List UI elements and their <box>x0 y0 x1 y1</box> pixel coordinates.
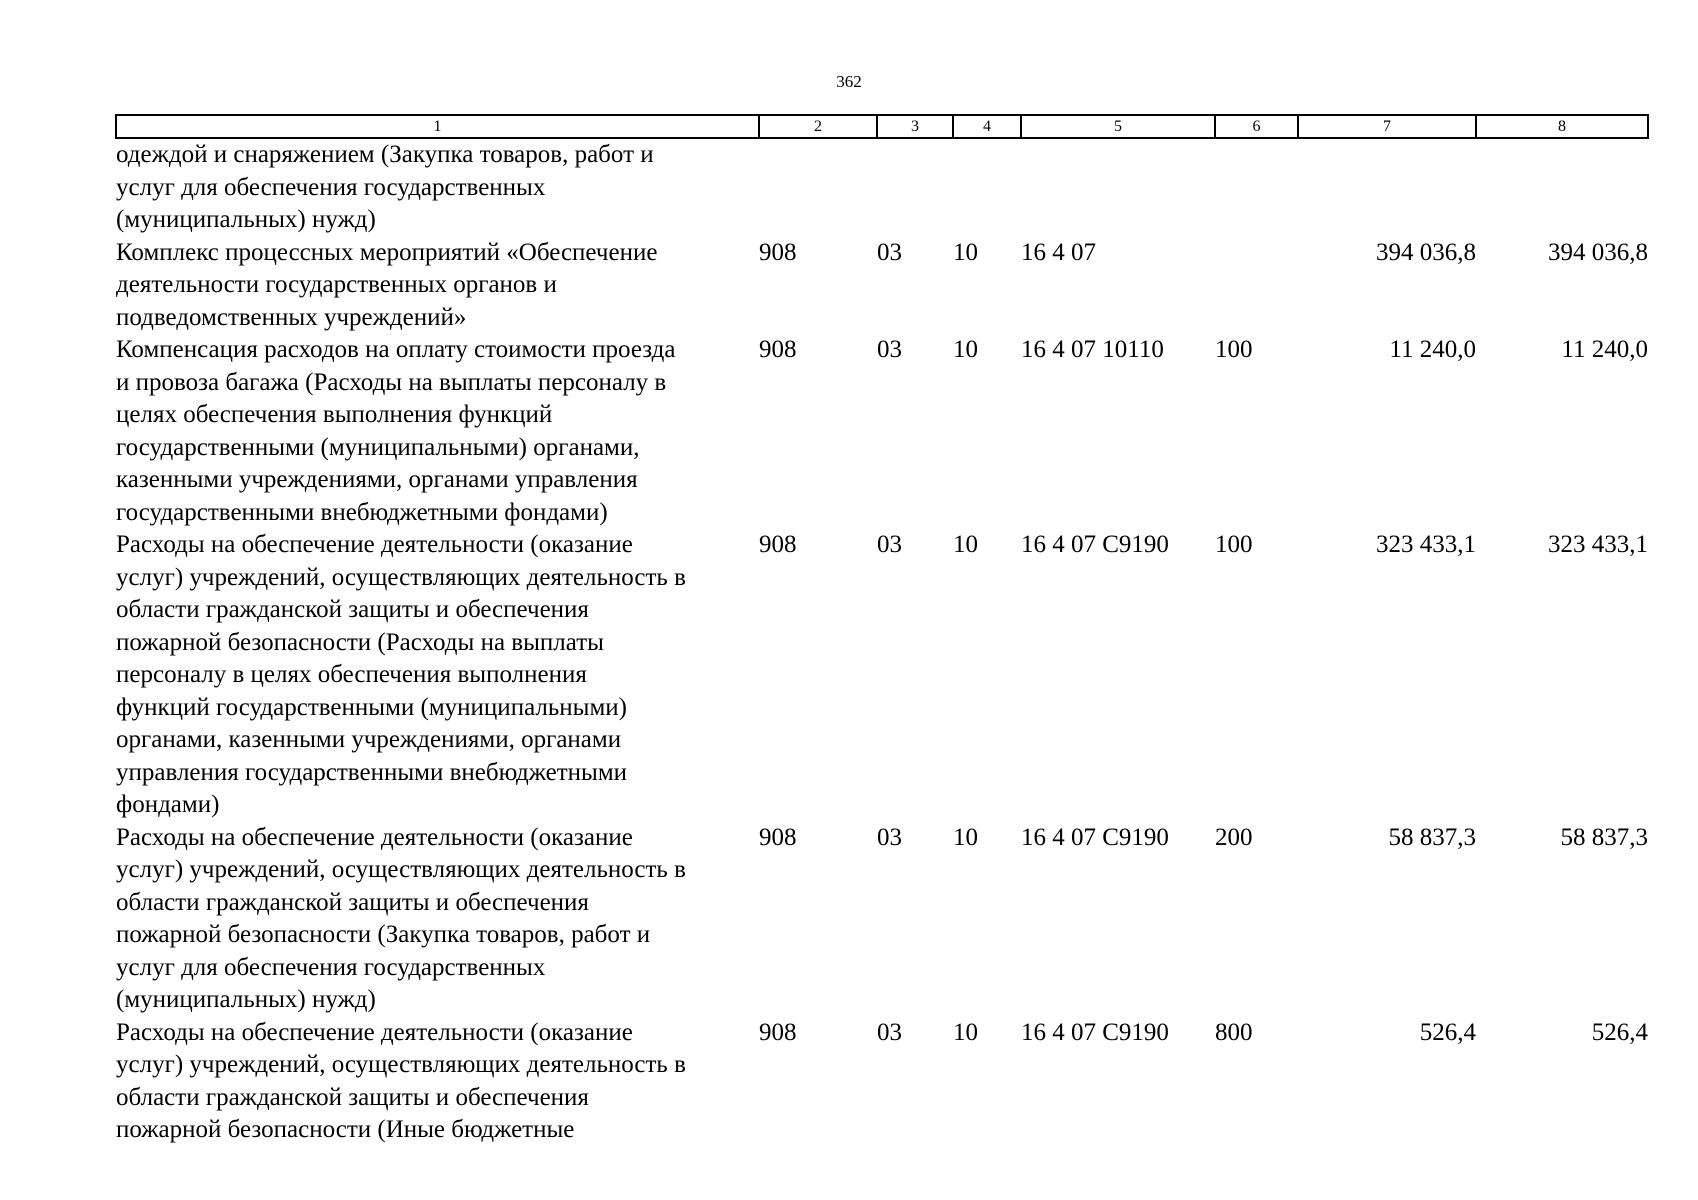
grbs-code: 908 <box>759 1018 797 1046</box>
subsection-code: 10 <box>953 238 978 266</box>
header-row <box>116 115 1648 138</box>
description-line: услуг для обеспечения государственных <box>116 953 546 981</box>
description-line: одеждой и снаряжением (Закупка товаров, работ и <box>116 141 654 168</box>
table-row <box>116 138 1648 237</box>
amount-year-1: 323 433,1 <box>1376 531 1476 558</box>
description-line: казенными учреждениями, органами управления <box>116 466 638 493</box>
section-code: 03 <box>877 1018 902 1046</box>
subsection-code <box>953 138 1021 237</box>
grbs-code <box>759 138 877 237</box>
description-line: органами, казенными учреждениями, органами <box>116 726 622 753</box>
column-number-header <box>116 115 1648 138</box>
subsection-code: 10 <box>953 531 978 558</box>
column-header: 7 <box>1298 115 1476 138</box>
amount-year-2: 58 837,3 <box>1560 823 1648 851</box>
amount-year-1: 11 240,0 <box>1389 336 1476 363</box>
target-article-code: 16 4 07 С9190 <box>1021 531 1169 558</box>
description-line: целях обеспечения выполнения функций <box>116 401 553 428</box>
description-line: области гражданской защиты и обеспечения <box>116 596 589 623</box>
column-header: 2 <box>759 115 877 138</box>
expense-description <box>116 138 759 237</box>
description-line: (муниципальных) нужд) <box>116 986 376 1013</box>
page-number: 362 <box>836 72 862 91</box>
column-header: 8 <box>1476 115 1648 138</box>
table-body <box>116 138 1648 1147</box>
expense-description <box>116 1017 759 1147</box>
description-line: функций государственными (муниципальными) <box>116 693 627 721</box>
amount-year-1: 394 036,8 <box>1376 238 1476 266</box>
table-row <box>116 334 1648 529</box>
target-article-code: 16 4 07 10110 <box>1021 336 1164 363</box>
amount-year-1: 58 837,3 <box>1388 823 1476 851</box>
amount-year-2: 526,4 <box>1591 1018 1648 1046</box>
section-code: 03 <box>877 238 902 266</box>
description-line: (муниципальных) нужд) <box>116 206 376 233</box>
budget-table <box>115 114 1649 1147</box>
description-line: услуг) учреждений, осуществляющих деятельность в <box>116 1051 686 1078</box>
expense-description <box>116 334 759 529</box>
subsection-code: 10 <box>953 1018 978 1046</box>
description-line: услуг для обеспечения государственных <box>116 173 546 201</box>
description-line: государственными (муниципальными) органами, <box>116 433 640 461</box>
target-article-code <box>1021 138 1215 237</box>
expense-type-code <box>1215 237 1298 335</box>
amount-year-2: 11 240,0 <box>1561 336 1648 363</box>
section-code: 03 <box>877 336 902 363</box>
column-header: 4 <box>953 115 1021 138</box>
target-article-code: 16 4 07 <box>1021 238 1096 266</box>
expense-description <box>116 529 759 822</box>
column-header: 5 <box>1021 115 1215 138</box>
description-line: подведомственных учреждений» <box>116 303 467 331</box>
expense-description <box>116 822 759 1017</box>
description-line: услуг) учреждений, осуществляющих деятельность в <box>116 563 686 591</box>
description-line: Расходы на обеспечение деятельности (оказание <box>116 531 633 558</box>
description-line: персоналу в целях обеспечения выполнения <box>116 661 587 688</box>
section-code: 03 <box>877 531 902 558</box>
description-line: области гражданской защиты и обеспечения <box>116 1083 589 1111</box>
section-code: 03 <box>877 823 902 851</box>
table-row <box>116 822 1648 1017</box>
target-article-code: 16 4 07 С9190 <box>1021 1018 1169 1046</box>
description-line: фондами) <box>116 791 220 818</box>
grbs-code: 908 <box>759 823 797 851</box>
expense-type-code: 100 <box>1215 531 1253 558</box>
target-article-code: 16 4 07 С9190 <box>1021 823 1169 851</box>
expense-type-code: 100 <box>1215 336 1253 363</box>
expense-description <box>116 237 759 335</box>
amount-year-1 <box>1298 138 1476 237</box>
description-line: деятельности государственных органов и <box>116 271 557 298</box>
description-line: услуг) учреждений, осуществляющих деятельность в <box>116 856 686 883</box>
description-line: пожарной безопасности (Иные бюджетные <box>116 1116 575 1143</box>
expense-type-code: 800 <box>1215 1018 1253 1046</box>
amount-year-2 <box>1476 138 1648 237</box>
grbs-code: 908 <box>759 238 797 266</box>
grbs-code: 908 <box>759 531 797 558</box>
grbs-code: 908 <box>759 336 797 363</box>
description-line: Компенсация расходов на оплату стоимости проезда <box>116 336 676 363</box>
subsection-code: 10 <box>953 823 978 851</box>
expense-type-code: 200 <box>1215 823 1253 851</box>
amount-year-1: 526,4 <box>1419 1018 1476 1046</box>
subsection-code: 10 <box>953 336 978 363</box>
description-line: Комплекс процессных мероприятий «Обеспечение <box>116 238 658 266</box>
section-code <box>877 138 953 237</box>
column-header: 1 <box>116 115 759 138</box>
table-row <box>116 529 1648 822</box>
description-line: Расходы на обеспечение деятельности (оказание <box>116 1018 633 1046</box>
amount-year-2: 323 433,1 <box>1548 531 1648 558</box>
expense-type-code <box>1215 138 1298 237</box>
description-line: Расходы на обеспечение деятельности (оказание <box>116 823 633 851</box>
table-row <box>116 237 1648 335</box>
column-header: 6 <box>1215 115 1298 138</box>
amount-year-2: 394 036,8 <box>1548 238 1648 266</box>
description-line: управления государственными внебюджетными <box>116 758 628 786</box>
column-header: 3 <box>877 115 953 138</box>
description-line: и провоза багажа (Расходы на выплаты персоналу в <box>116 368 667 396</box>
description-line: области гражданской защиты и обеспечения <box>116 888 589 916</box>
description-line: государственными внебюджетными фондами) <box>116 498 608 526</box>
description-line: пожарной безопасности (Закупка товаров, работ и <box>116 921 651 948</box>
description-line: пожарной безопасности (Расходы на выплаты <box>116 628 604 656</box>
table-row <box>116 1017 1648 1147</box>
